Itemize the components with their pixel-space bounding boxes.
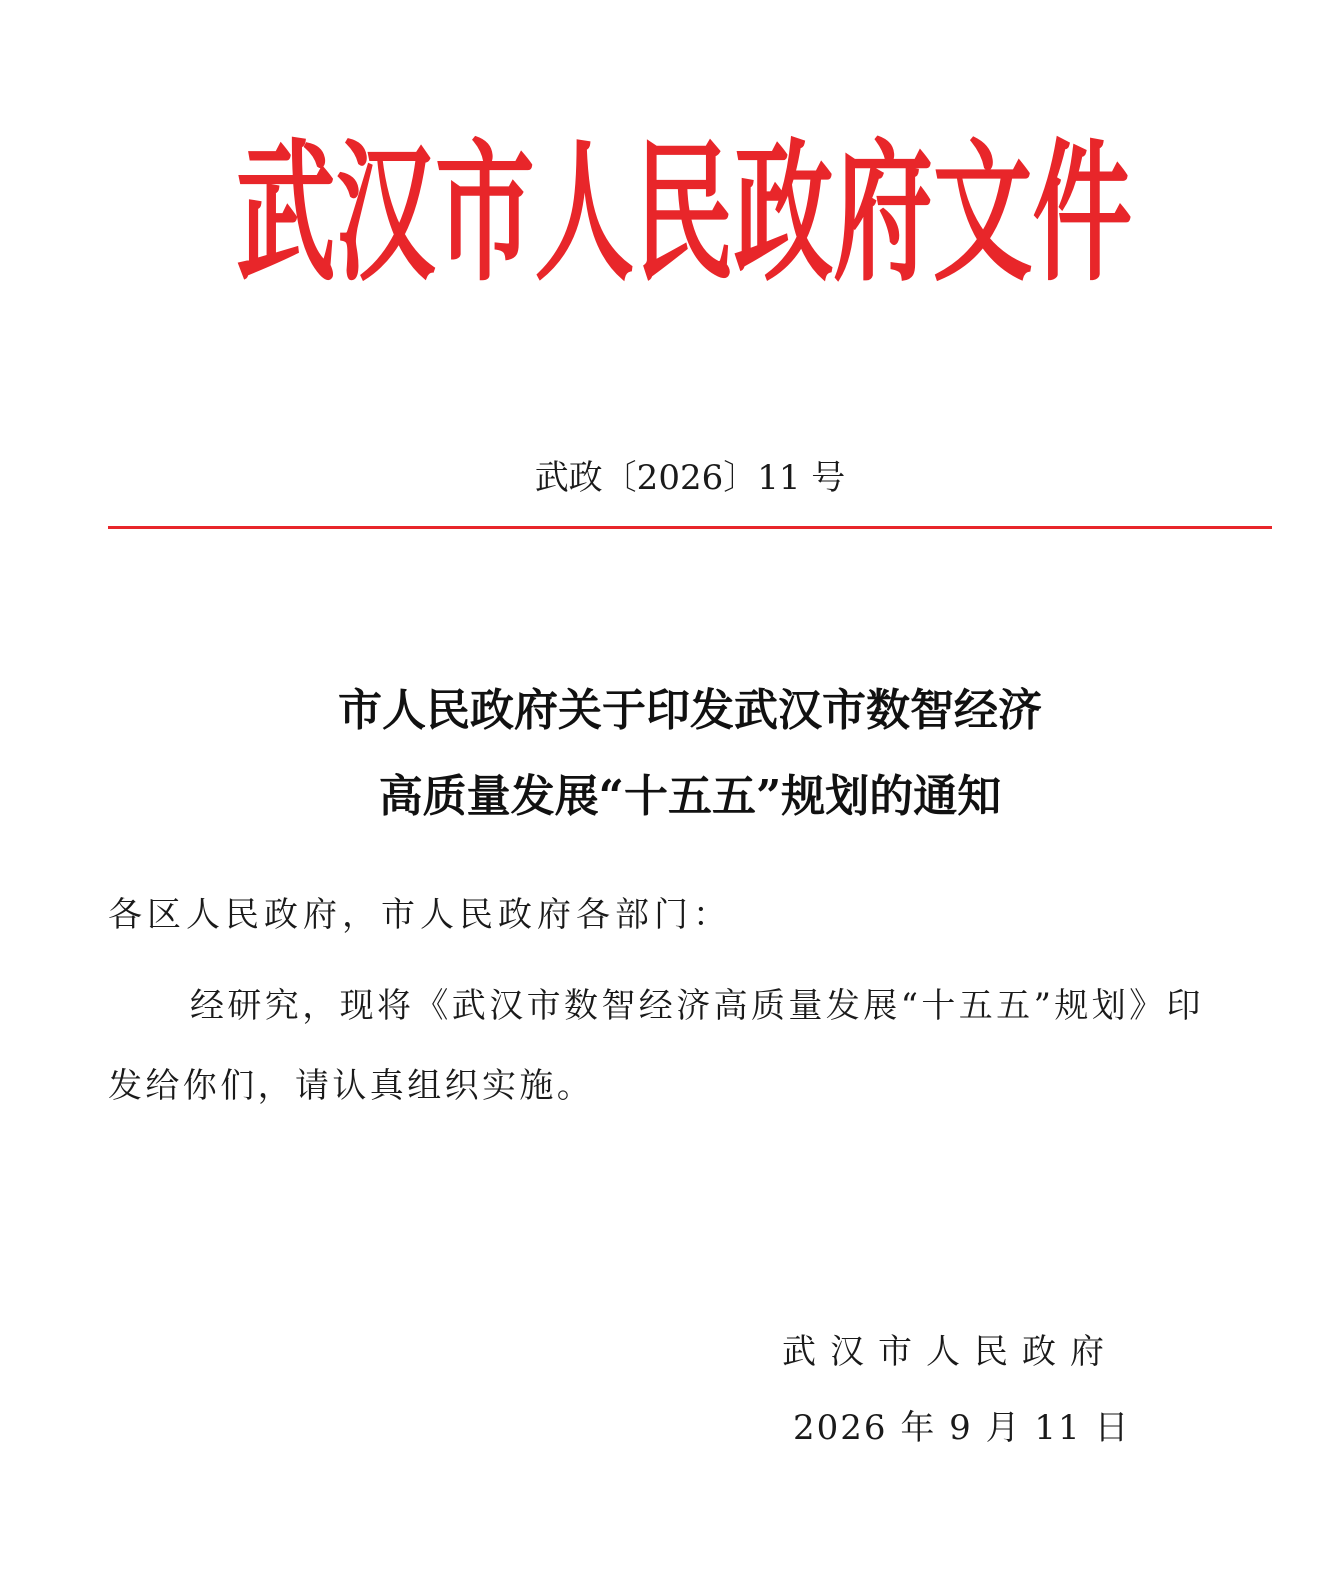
red-divider-line	[108, 526, 1272, 529]
signature-date: 2026 年 9 月 11 日	[793, 1408, 1131, 1448]
document-number: 武政〔2026〕11 号	[534, 458, 846, 498]
body-line-2: 发给你们，请认真组织实施。	[108, 1066, 595, 1106]
issuer-header-title: 武汉市人民政府文件	[235, 123, 1133, 302]
body-line-1: 经研究，现将《武汉市数智经济高质量发展“十五五”规划》印	[190, 986, 1204, 1026]
document-title-line-1: 市人民政府关于印发武汉市数智经济	[338, 685, 1042, 736]
document-header	[0, 118, 1336, 308]
body-paragraph	[108, 966, 1272, 1126]
document-title	[0, 668, 1336, 840]
salutation: 各区人民政府，市人民政府各部门：	[108, 895, 732, 935]
document-title-line-2: 高质量发展“十五五”规划的通知	[378, 771, 1002, 822]
signature-issuer: 武汉市人民政府	[782, 1332, 1118, 1372]
